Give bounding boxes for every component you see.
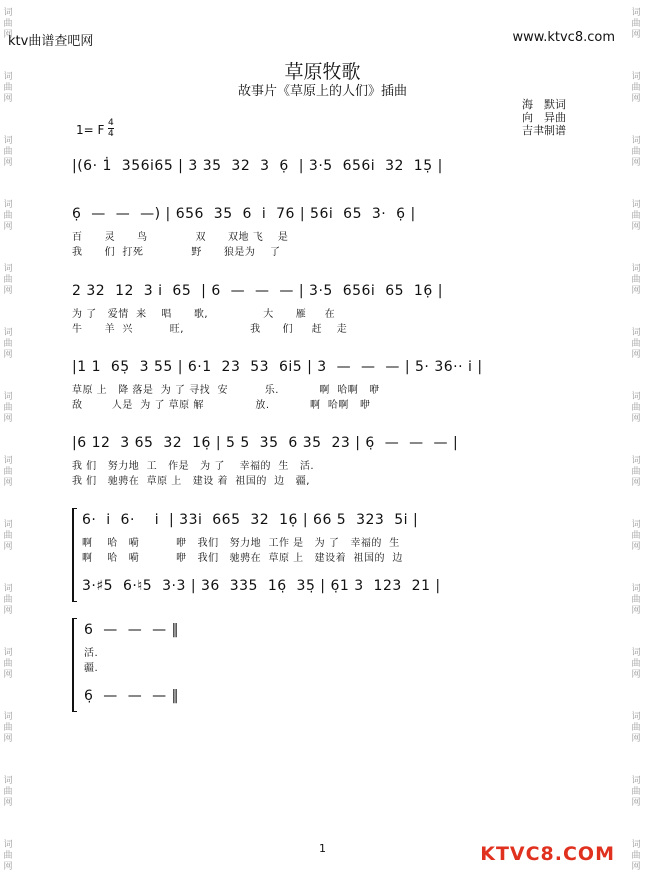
watermark-glyph-stack: 词 曲 网 xyxy=(631,392,641,424)
credit-lyricist: 海 默词 xyxy=(522,98,566,111)
watermark-glyph-stack: 词 曲 网 xyxy=(631,264,641,296)
lyric-line-2: 疆. xyxy=(84,663,99,674)
watermark-glyph-stack: 词 曲 网 xyxy=(631,584,641,616)
watermark-glyph-stack: 词 曲 网 xyxy=(3,136,13,168)
song-credits xyxy=(522,98,566,137)
score-row-notes: |(6· 1̇ 356i̇65 | 3 35 32 3 6̣ | 3·5 656i̇ 32 15̣ | xyxy=(72,158,443,174)
watermark-glyph-stack: 词 曲 网 xyxy=(3,392,13,424)
lyric-line-2: 我 们 打死 野 狼是为 了 xyxy=(72,247,281,258)
score-row-5 xyxy=(72,435,577,487)
time-signature-bottom: 4 xyxy=(108,129,114,139)
score-row-notes: |6 12 3 65 32 16̣ | 5 5 35 6 35 23 | 6̣ — — — | xyxy=(72,435,459,451)
site-name-left[interactable]: ktv曲谱查吧网 xyxy=(8,34,94,49)
page-number: 1 xyxy=(319,842,326,855)
watermark-glyph-stack: 词 曲 网 xyxy=(3,520,13,552)
score-row-7 xyxy=(82,578,577,594)
score-row-4 xyxy=(72,359,577,411)
watermark-glyph-stack: 词 曲 网 xyxy=(3,456,13,488)
score-row-notes: |1 1 65̣ 3 55 | 6·1 23 53 6i̇5 | 3 — — — | 5· 36·· i̇ | xyxy=(72,359,483,375)
watermark-glyph-stack: 词 曲 网 xyxy=(631,648,641,680)
watermark-glyph-stack: 词 曲 网 xyxy=(631,8,641,40)
watermark-glyph-stack: 词 曲 网 xyxy=(631,328,641,360)
site-logo[interactable]: KTVC8.COM xyxy=(480,843,615,865)
lyric-line-1: 草原 上 降 落是 为 了 寻找 安 乐. 啊 哈啊 咿 xyxy=(72,385,380,396)
watermark-glyph-stack: 词 曲 网 xyxy=(3,264,13,296)
lyric-line-1: 活. xyxy=(84,648,99,659)
watermark-glyph-stack: 词 曲 网 xyxy=(631,840,641,872)
watermark-glyph-stack: 词 曲 网 xyxy=(3,328,13,360)
watermark-glyph-stack: 词 曲 网 xyxy=(3,8,13,40)
score-row-notes: 6 — — — ‖ xyxy=(84,622,180,638)
score-row-notes: 6· i̇ 6· i̇ | 33i̇ 665 32 16̣ | 66 5 323 5i̇ | xyxy=(82,512,419,528)
lyric-line-1: 为 了 爱情 来 唱 歌, 大 雁 在 xyxy=(72,309,336,320)
score-row-notes: 6̣ — — —) | 656 35 6 i̇ 76 | 56i̇ 65 3· 6̣ | xyxy=(72,206,416,222)
time-signature-top: 4 xyxy=(108,118,114,128)
time-signature xyxy=(108,118,114,139)
score-row-notes: 2 32 12 3 i̇ 65 | 6 — — — | 3·5 656i̇ 65 16̣ | xyxy=(72,283,443,299)
site-url-right[interactable]: www.ktvc8.com xyxy=(512,30,615,45)
score-row-2 xyxy=(72,206,577,258)
key-signature: 1= F xyxy=(76,123,105,137)
watermark-glyph-stack: 词 曲 网 xyxy=(631,136,641,168)
score-row-6 xyxy=(82,512,577,564)
watermark-glyph-stack: 词 曲 网 xyxy=(631,520,641,552)
watermark-glyph-stack: 词 曲 网 xyxy=(631,72,641,104)
watermark-glyph-stack: 词 曲 网 xyxy=(631,776,641,808)
lyric-line-1: 百 灵 鸟 双 双地 飞 是 xyxy=(72,232,289,243)
lyric-line-1: 啊 哈 嗬 咿 我们 努力地 工作 是 为 了 幸福的 生 xyxy=(82,538,400,549)
watermark-glyph-stack: 词 曲 网 xyxy=(3,840,13,872)
credit-arranger: 吉聿制谱 xyxy=(522,124,566,137)
lyric-line-2: 敌 人是 为 了 草原 解 放. 啊 哈啊 咿 xyxy=(72,400,371,411)
score-row-3 xyxy=(72,283,577,335)
lyric-line-2: 牛 羊 兴 旺, 我 们 赶 走 xyxy=(72,324,348,335)
song-subtitle: 故事片《草原上的人们》插曲 xyxy=(237,84,407,99)
watermark-glyph-stack: 词 曲 网 xyxy=(631,200,641,232)
watermark-glyph-stack: 词 曲 网 xyxy=(631,456,641,488)
watermark-glyph-stack: 词 曲 网 xyxy=(3,712,13,744)
lyric-line-1: 我 们 努力地 工 作是 为 了 幸福的 生 活. xyxy=(72,461,315,472)
score-row-notes: 6̣ — — — ‖ xyxy=(84,688,180,704)
score-row-notes: 3·♯5 6·♮5 3·3 | 36 335 16̣ 35̣ | 6̣1 3 123 21 | xyxy=(82,578,441,594)
lyric-line-2: 啊 哈 嗬 咿 我们 驰骋在 草原 上 建设着 祖国的 边 xyxy=(82,553,403,564)
system-brace-final xyxy=(72,618,77,712)
watermark-glyph-stack: 词 曲 网 xyxy=(3,648,13,680)
lyric-line-2: 我 们 驰骋在 草原 上 建设 着 祖国的 边 疆, xyxy=(72,476,310,487)
score-row-9 xyxy=(84,688,284,704)
score-row-1 xyxy=(72,158,577,174)
score-row-8 xyxy=(84,622,284,674)
watermark-glyph-stack: 词 曲 网 xyxy=(3,776,13,808)
song-title: 草原牧歌 xyxy=(284,61,361,83)
watermark-glyph-stack: 词 曲 网 xyxy=(3,200,13,232)
watermark-glyph-stack: 词 曲 网 xyxy=(3,584,13,616)
system-brace xyxy=(72,508,77,602)
watermark-glyph-stack: 词 曲 网 xyxy=(631,712,641,744)
watermark-glyph-stack: 词 曲 网 xyxy=(3,72,13,104)
credit-composer: 向 异曲 xyxy=(522,111,566,124)
